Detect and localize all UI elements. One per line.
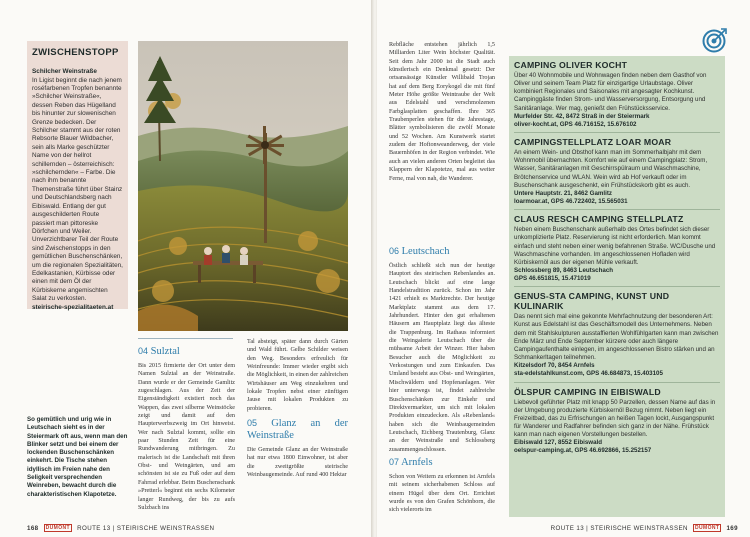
section-title: Sulztal [150,346,180,357]
camping-entry [514,209,720,283]
section-heading-glanz [247,417,348,442]
photo-caption: So gemütlich und urig wie in Leutschach sieht es in der Steiermark oft aus, wenn man den Blinker setzt und bei einem der lockenden Buschenschänken einkehrt. Die Tische stehen idyllisch im Freien nahe den Seligkeit versprechenden Weinreben, bewacht durch die charakteristischen Klapotetze. [27,416,128,498]
camping-title: ÖLSPUR CAMPING IN EIBISWALD [514,386,661,397]
section-glanz-continued [389,41,495,183]
camping-address: Untere Hauptstr. 21, 8462 Gamlitz [514,189,613,197]
camping-title: CAMPING OLIVER KOCHT [514,60,628,70]
right-folio [551,524,738,532]
camping-entry [514,286,720,378]
zwischenstopp-url: steirische-spezialitaeten.at [32,303,114,311]
section-heading-arnfels [389,456,495,469]
section-number: 07 [389,457,400,467]
zwischenstopp-box [27,41,128,309]
camping-address: Schlossberg 89, 8463 Leutschach [514,266,614,274]
camping-text: Das nennt sich mal eine gekonnte Mehrfachnutzung der besonderen Art: Kunst aus Edelstahl ist das Geschäftsmodell des Unternehmens. Neben dem mit Stahlskulpturen ausstaffierten Wohlfühlgarten kann man zwischen Ende März und Ende September kürzere oder auch längere Campingaufenthalte einlegen, im angeschlossenen Bistro stärken und an Schmankerltagen teilnehmen. [514,313,719,362]
camping-entry [514,132,720,206]
section-glanz [247,338,348,479]
camping-title: GENUS-STA CAMPING, KUNST UND KULINARIK [514,291,670,312]
section-number: 05 [247,418,258,429]
left-folio [27,524,214,532]
camping-text: Liebevoll geführter Platz mit knapp 50 Parzellen, dessen Name auf das in der Umgebung produzierte Kürbiskernöl Bezug nimmt. Neben liegt ein Freizeitbad, das zu Erfrischungen an heißen Tagen lockt, Ausgangspunkt für Wanderer und Radfahrer befinden sich ganz in der Nähe. Frühstück kann man nach eigenen Vorstellungen bestellen. [514,398,716,439]
zwischenstopp-subtitle: Schilcher Weinstraße [32,68,97,75]
running-head: ROUTE 13 | STEIRISCHE WEINSTRASSEN [77,525,215,532]
section-arnfels [389,456,495,515]
left-page [0,0,373,537]
vineyard-photo [138,41,348,331]
camping-address: Kitzelsdorf 70, 8454 Arnfels [514,362,595,370]
section-text: Östlich schließt sich nun der heutige Hauptort des steirischen Rebenlandes an. Leutschach blickt auf eine lange Handelstradition zurück. Schon im Jahr 1421 erhielt es Marktrechte. Der heutige Marktplatz stammt aus dem 17. Jahrhundert. Hinter den gut erhaltenen Häusern am Hauptplatz liegt das älteste die Trappenburg. Im Rathaus informiert die Weingalerie Leutschach über die mühsame Arbeit der Winzer. Hier haben Besucher auch die Möglichkeit zu Verkostungen und zum Einkaufen. Das Umland besteht aus Obst- und Weingärten, Mischwäldern und Hopfenanlagen. Wer hier unterwegs ist, findet zahlreiche Buschenschänken zur Einkehr und Direktvermarkter, um sich mit lokalen Produkten einzudecken. Als »Rebenland« haben sich die Weinbaugemeinden Leutschach, Eichberg Trautenburg, Glanz an der Weinstraße und Schlossberg zusammengeschlossen. [389,263,495,453]
camping-entry [514,60,720,129]
camping-title: CAMPINGSTELLPLATZ LOAR MOAR [514,137,672,148]
section-text: Die Gemeinde Glanz an der Weinstraße hat nur etwa 1800 Einwohner, ist aber die zweitgrößte steirische Weinbaugemeinde. Auf rund 400 Hektar [247,447,348,479]
zwischenstopp-body: In Ligist beginnt die nach jenem roséfarbenen Tropfen benannte »Schilcher Weinstraße«, dessen Reben das Hügelland bis hinunter zur slowenischen Grenze bedecken. Der Schilcher stammt aus der roten Rebsorte Blauer Wildbacher, sein alls Marke geschützter Name von der hellrot schillernden – österreichisch: »schilchernden« – Farbe. Die nach ihm benannte Themenstraße führt über Stainz und Deutschlandsberg nach Eibiswald. Entlang der gut ausgeschilderten Route passiert man pittoreske Dörfchen und Weiler. Unverzichtbarer Teil der Route sind Zwischenstopps in den gemütlichen Buschenschänken, um die regionalen Spezialitäten, Edelkastanien, Kürbisse oder einen mit dem Öl der Kürbiskerne angemischten Salat zu verkosten. [32,76,123,303]
zwischenstopp-title: ZWISCHENSTOPP [32,47,119,58]
camping-contact: oelspur-camping.at, GPS 46.692866, 15.252157 [514,447,652,455]
camping-contact: sta-edelstahlkunst.com, GPS 46.684873, 15.403105 [514,370,663,378]
camping-entry [514,382,720,456]
camping-title: CLAUS RESCH CAMPING STELLPLATZ [514,214,684,225]
section-divider [138,338,233,339]
right-page [377,0,750,537]
camping-contact: GPS 46.651815, 15.471019 [514,275,591,283]
publisher-logo: DUMONT [45,525,70,531]
section-number: 04 [138,346,149,356]
section-text: Bis 2015 firmierte der Ort unter dem Namen Sulztal an der Weinstraße. Dann wurde er der Gemeinde Gamlitz zugeschlagen. Aus der Zeit der Eigenständigkeit existiert noch das Wappen, das zwei silberne Weinstöcke zeigt und damit auf den Haupterwerbszweig im Ort hinweist. Wer nach Sulztal kommt, sollte ein paar Stunden Zeit für eine Rundwanderung mitbringen. Zu malerisch ist die Landschaft mit ihren Obst- und Weingärten, und am schönsten ist sie zu Fuß oder auf dem Fahrrad erlebbar. Beim Buschenschank »Pretterl« beginnt ein sechs Kilometer langer Rundweg, der bis zu aufs Sulzbach ins [138,363,235,511]
section-text: Schon von Weitem zu erkennen ist Arnfels mit seinem sicherhabenen Schloss auf einem Hügel über dem Ort. Errichtet wurde es von den Grafen Schönborn, die sich vielerorts im [389,474,495,514]
camping-address: Eibiswald 127, 8552 Eibiswald [514,439,603,447]
section-sulztal [138,338,235,512]
section-text: Rebfläche entstehen jährlich 1,5 Milliarden Liter Wein höchster Qualität. Seit dem Jahr 2000 ist die Stadt auch künstlerisch ein Denkmal gesetzt: Der ortsansässige Künstler Willibald Trojan hat auf dem Berg Eorykogel die mit fünf Meter Höhe größte Weintraube der Welt aus Edelstahl und verschmolzenen Farbglasplatten geschaffen. Ihre 365 Traubenperlen stehen für die Jahrestage, Blätter symbolisieren die zwölf Monate und 52 Wochen. Am Kunstwerk startet zudem der Hoftonweanderweg, der viele Bauernhöfen in der Region verbindet. Wie auch an vielen anderen Orten begleitet das Klappern der Klapotetze, mal aus weiter Ferne, mal von nah, die Wanderer. [389,42,495,182]
camping-text: Über 40 Wohnmobile und Wohnwagen finden neben dem Gasthof von Oliver und seinem Team Platz für einzigartige Urlaubstage. Oliver kombiniert Regionales und Saisonales mit angesagter Kochkunst. Campinggäste finden Strom- und Wasserversorgung, Entsorgung und Sanitäranlage. Wer mag, genießt den Frühstücksservice. [514,72,707,112]
camping-contact: loarmoar.at, GPS 46.722402, 15.565031 [514,198,628,206]
section-title: Glanz an der Weinstraße [247,418,349,442]
camping-text: Neben einem Buschenschank außerhalb des Ortes befindet sich dieser unkomplizierte Platz. Reservierung ist nicht erforderlich. Man kommt einfach und steht neben einer wenig befahrenen Straße. WC/Dusche und Waschmaschine vorhanden. Im angeschlossenen Hofladen wird Kürbiskernöl aus der eigenen Mühle verkauft. [514,226,716,266]
camping-box [509,56,725,517]
section-text-continued: Tal absteigt, später dann durch Gärten und Wald führt. Gelbe Schilder weisen den Weg. Besonders erfreulich für Weinfreunde: Immer wieder ergibt sich die Möglichkeit, in einen der zahlreichen Wirtshäuser am Weg einzukehren und lokale Tropfen nebst einer zünftigen Jause mit lokalen Produkten zu probieren. [247,339,348,412]
running-head: ROUTE 13 | STEIRISCHE WEINSTRASSEN [550,525,688,532]
section-heading-leutschach [389,245,495,258]
section-title: Arnfels [401,457,433,468]
page-number: 169 [726,525,738,532]
section-leutschach [389,245,495,454]
section-number: 06 [389,246,400,256]
section-heading-sulztal [138,345,235,358]
camping-address: Murfelder Str. 42, 8472 Straß in der Steiermark [514,112,650,120]
section-title: Leutschach [401,246,450,257]
page-number: 168 [27,525,39,532]
camping-contact: oliver-kocht.at, GPS 46.716152, 15.676102 [514,120,637,128]
camping-text: An einem Wein- und Obsthof kann man im Sommerhalbjahr mit dem Wohnmobil übernachten. Komfort wie auf einem Campingplatz: Strom, Wasser, Sanitäranlagen mit Geschirrspülraum und Waschmaschine, Brötchenservice und WLAN. Wein wird ab Hof verkauft oder im Buschenschank ausgeschenkt, ein Frühstückskorb gibt es auch. [514,149,708,189]
target-icon [702,27,728,53]
publisher-logo: DUMONT [695,525,720,531]
